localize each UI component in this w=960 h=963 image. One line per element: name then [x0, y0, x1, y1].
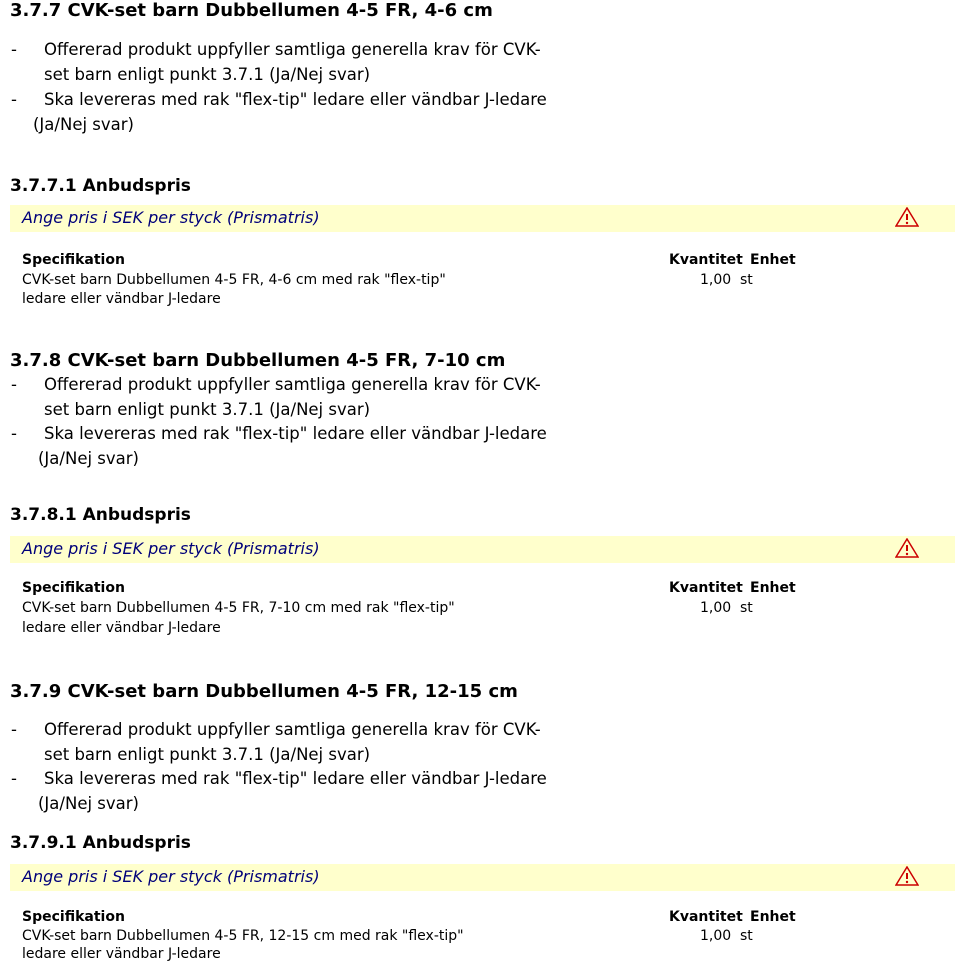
sub-heading: 3.7.7.1 Anbudspris	[10, 176, 191, 196]
price-matrix-bar[interactable]	[10, 205, 955, 232]
requirement-text: Offererad produkt uppfyller samtliga generella krav för CVK-	[44, 720, 541, 739]
requirement-text-cont: set barn enligt punkt 3.7.1 (Ja/Nej svar)	[44, 745, 371, 764]
requirement-text-cont: (Ja/Nej svar)	[38, 794, 139, 813]
spec-text-cont: ledare eller vändbar J-ledare	[22, 620, 221, 636]
section-heading: 3.7.7 CVK-set barn Dubbellumen 4-5 FR, 4-6 cm	[10, 0, 493, 21]
quantity-value: 1,00	[700, 928, 732, 944]
warning-icon[interactable]	[895, 207, 919, 227]
col-header-spec: Specifikation	[22, 252, 125, 268]
requirement-text-cont: (Ja/Nej svar)	[38, 449, 139, 468]
requirement-item	[0, 40, 960, 62]
spec-text: CVK-set barn Dubbellumen 4-5 FR, 7-10 cm med rak "flex-tip"	[22, 600, 455, 616]
unit-value: st	[740, 600, 753, 616]
list-dash: -	[11, 720, 17, 739]
requirement-text: Offererad produkt uppfyller samtliga generella krav för CVK-	[44, 40, 541, 59]
requirement-text: Ska levereras med rak "flex-tip" ledare eller vändbar J-ledare	[44, 424, 547, 443]
spec-text-cont: ledare eller vändbar J-ledare	[22, 946, 221, 962]
price-matrix-label: Ange pris i SEK per styck (Prismatris)	[22, 867, 320, 886]
list-dash: -	[11, 90, 17, 109]
warning-icon[interactable]	[895, 866, 919, 886]
col-header-spec: Specifikation	[22, 909, 125, 925]
list-dash: -	[11, 40, 17, 59]
requirement-text: Ska levereras med rak "flex-tip" ledare eller vändbar J-ledare	[44, 90, 547, 109]
section-heading: 3.7.8 CVK-set barn Dubbellumen 4-5 FR, 7-10 cm	[10, 350, 506, 371]
requirement-text-cont: set barn enligt punkt 3.7.1 (Ja/Nej svar)	[44, 400, 371, 419]
requirement-item	[0, 375, 960, 397]
price-matrix-bar[interactable]	[10, 536, 955, 563]
list-dash: -	[11, 769, 17, 788]
warning-icon[interactable]	[895, 538, 919, 558]
requirement-item	[0, 424, 960, 446]
requirement-text: Ska levereras med rak "flex-tip" ledare eller vändbar J-ledare	[44, 769, 547, 788]
unit-value: st	[740, 928, 753, 944]
spec-text: CVK-set barn Dubbellumen 4-5 FR, 12-15 cm med rak "flex-tip"	[22, 928, 464, 944]
list-dash: -	[11, 375, 17, 394]
col-header-spec: Specifikation	[22, 580, 125, 596]
price-matrix-label: Ange pris i SEK per styck (Prismatris)	[22, 539, 320, 558]
requirement-item	[0, 90, 960, 112]
unit-value: st	[740, 272, 753, 288]
col-header-unit: Enhet	[750, 909, 796, 925]
quantity-value: 1,00	[700, 600, 732, 616]
list-dash: -	[11, 424, 17, 443]
col-header-unit: Enhet	[750, 580, 796, 596]
col-header-unit: Enhet	[750, 252, 796, 268]
price-matrix-label: Ange pris i SEK per styck (Prismatris)	[22, 208, 320, 227]
col-header-qty: Kvantitet	[669, 580, 743, 596]
sub-heading: 3.7.8.1 Anbudspris	[10, 505, 191, 525]
spec-text: CVK-set barn Dubbellumen 4-5 FR, 4-6 cm med rak "flex-tip"	[22, 272, 446, 288]
requirement-text-cont: (Ja/Nej svar)	[33, 115, 134, 134]
section-heading: 3.7.9 CVK-set barn Dubbellumen 4-5 FR, 12-15 cm	[10, 681, 518, 702]
requirement-text-cont: set barn enligt punkt 3.7.1 (Ja/Nej svar)	[44, 65, 371, 84]
price-matrix-bar[interactable]	[10, 864, 955, 891]
quantity-value: 1,00	[700, 272, 732, 288]
requirement-text: Offererad produkt uppfyller samtliga generella krav för CVK-	[44, 375, 541, 394]
requirement-item	[0, 769, 960, 791]
col-header-qty: Kvantitet	[669, 909, 743, 925]
requirement-item	[0, 720, 960, 742]
col-header-qty: Kvantitet	[669, 252, 743, 268]
spec-text-cont: ledare eller vändbar J-ledare	[22, 291, 221, 307]
sub-heading: 3.7.9.1 Anbudspris	[10, 833, 191, 853]
